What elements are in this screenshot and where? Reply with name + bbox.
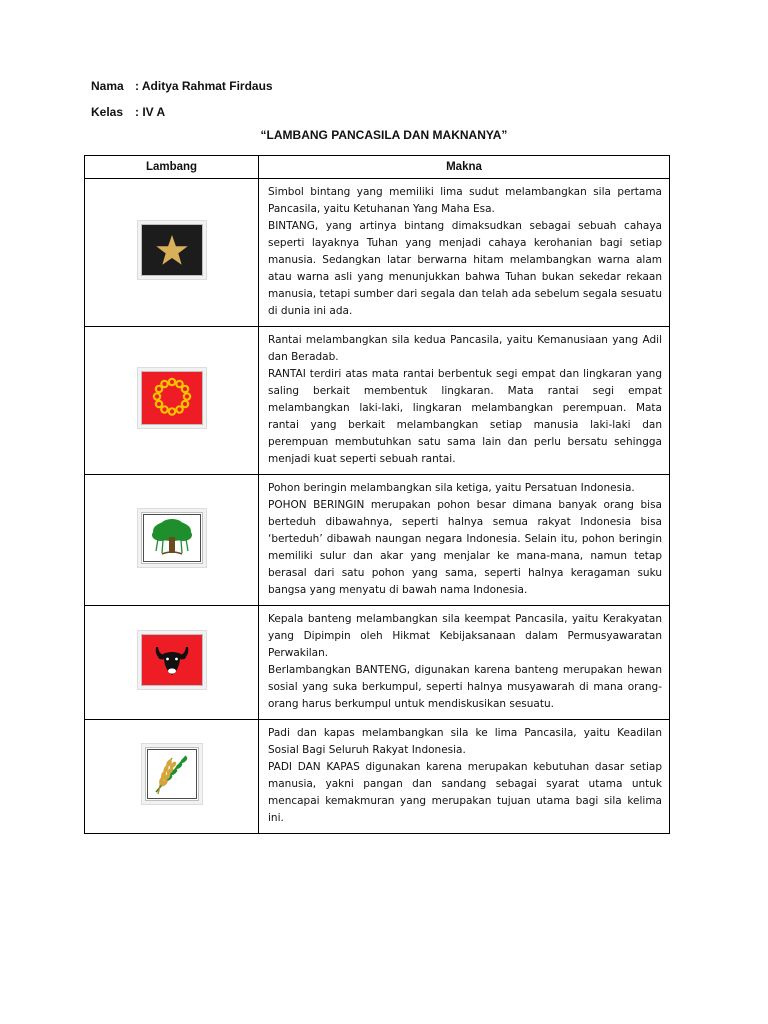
header-makna: Makna (259, 156, 670, 179)
banyan-tree-icon (142, 513, 202, 563)
nama-field (91, 79, 273, 93)
rice-cotton-icon (146, 748, 198, 800)
chain-emblem (141, 371, 203, 425)
table-header-row (85, 156, 670, 179)
meaning-paragraph: Pohon beringin melambangkan sila ketiga, yaitu Persatuan Indonesia. (268, 482, 635, 494)
meaning-cell (259, 179, 670, 327)
meaning-cell (259, 606, 670, 720)
bull-head-icon (142, 635, 202, 685)
nama-label: Nama (91, 79, 124, 93)
table-row (85, 720, 670, 834)
meaning-paragraph: Kepala banteng melambangkan sila keempat Pancasila, yaitu Kerakyatan yang Dipimpin oleh Hikmat Kebijaksanaan dalam Permusyawaratan Perwakilan. (268, 613, 662, 659)
meaning-cell (259, 327, 670, 475)
table-row (85, 475, 670, 606)
chain-icon (142, 372, 202, 424)
meaning-paragraph: POHON BERINGIN merupakan pohon besar dimana banyak orang bisa berteduh dibawahnya, seperti halnya semua rakyat Indonesia bisa ‘berteduh’ dibawah naungan negara Indonesia. Selain itu, pohon beringin memiliki sulur dan akar yang menjalar ke mana-mana, namun tetap berasal dari satu pohon yang sama, seperti halnya keragaman suku bangsa yang menyatu di bawah nama Indonesia. (268, 499, 662, 596)
page-title: “LAMBANG PANCASILA DAN MAKNANYA” (260, 128, 508, 142)
meaning-paragraph: RANTAI terdiri atas mata rantai berbentuk segi empat dan lingkaran yang saling berkait membentuk lingkaran. Mata rantai segi empat melambangkan laki-laki, lingkaran melambangkan perempuan. Mata rantai yang berkait melambangkan setiap manusia laki-laki dan perempuan membutuhkan satu sama lain dan perlu bersatu sehingga menjadi kuat seperti sebuah rantai. (268, 368, 662, 465)
kelas-label: Kelas (91, 105, 124, 119)
meaning-paragraph: Simbol bintang yang memiliki lima sudut melambangkan sila pertama Pancasila, yaitu Ketuhanan Yang Maha Esa. (268, 186, 662, 215)
star-emblem (141, 224, 203, 276)
meaning-cell (259, 475, 670, 606)
symbol-cell (85, 179, 259, 327)
meaning-paragraph: PADI DAN KAPAS digunakan karena merupakan kebutuhan dasar setiap manusia, yakni pangan dan sandang sebagai syarat utama untuk mencapai kemakmuran yang merupakan tujuan utama bagi sila kelima ini. (268, 761, 662, 824)
star-icon (142, 225, 202, 275)
meaning-paragraph: Padi dan kapas melambangkan sila ke lima Pancasila, yaitu Keadilan Sosial Bagi Seluruh Rakyat Indonesia. (268, 727, 662, 756)
symbol-cell (85, 475, 259, 606)
symbol-cell (85, 606, 259, 720)
meaning-paragraph: Berlambangkan BANTENG, digunakan karena banteng merupakan hewan sosial yang suka berkumpul, seperti halnya musyawarah di mana orang-orang harus berkumpul untuk mendiskusikan sesuatu. (268, 664, 662, 710)
kelas-field (91, 105, 165, 119)
meaning-paragraph: Rantai melambangkan sila kedua Pancasila, yaitu Kemanusiaan yang Adil dan Beradab. (268, 334, 662, 363)
meaning-cell (259, 720, 670, 834)
rice-cotton-emblem (145, 747, 199, 801)
table-row (85, 179, 670, 327)
symbol-meaning-table (84, 155, 670, 834)
kelas-value: : IV A (135, 105, 166, 119)
symbol-cell (85, 327, 259, 475)
symbol-cell (85, 720, 259, 834)
table-row (85, 327, 670, 475)
meaning-paragraph: BINTANG, yang artinya bintang dimaksudkan sebagai sebuah cahaya seperti layaknya Tuhan yang menjadi cahaya kerohanian bagi setiap manusia. Sedangkan latar berwarna hitam melambangkan warna alam atau warna asli yang menunjukkan bahwa Tuhan bukan sekedar rekaan manusia, tetapi sumber dari segala dan telah ada sebelum segala sesuatu di dunia ini ada. (268, 220, 662, 317)
nama-value: : Aditya Rahmat Firdaus (135, 79, 273, 93)
header-lambang: Lambang (85, 156, 259, 179)
bull-head-emblem (141, 634, 203, 686)
banyan-tree-emblem (141, 512, 203, 564)
table-row (85, 606, 670, 720)
